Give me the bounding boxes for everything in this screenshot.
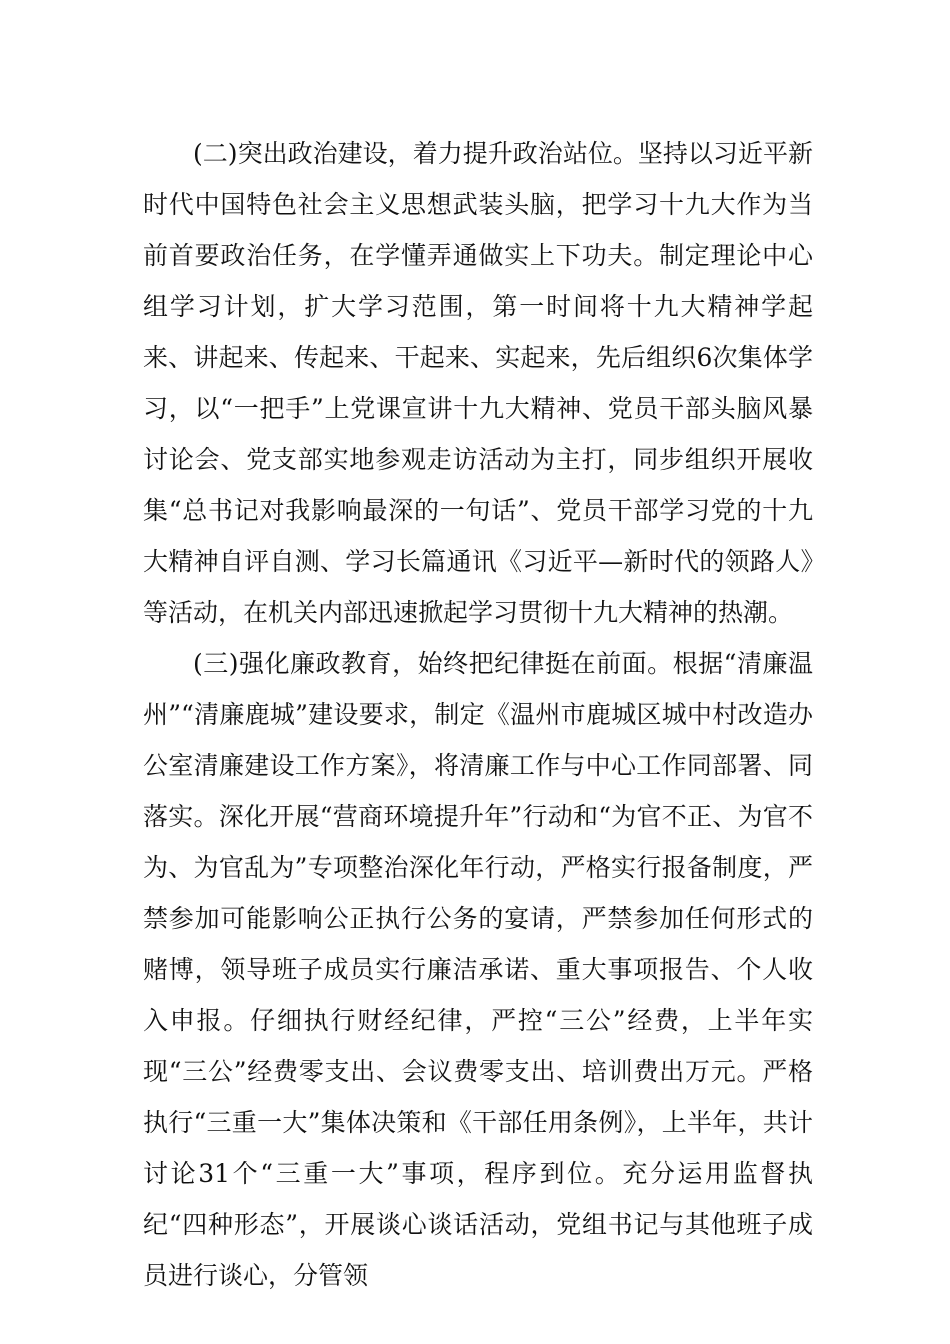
document-body	[143, 128, 813, 1301]
paragraph-integrity-education: (三)强化廉政教育，始终把纪律挺在前面。根据“清廉温州”“清廉鹿城”建设要求，制定《温州市鹿城区城中村改造办公室清廉建设工作方案》，将清廉工作与中心工作同部署、同落实。深化开展“营商环境提升年”行动和“为官不正、为官不为、为官乱为”专项整治深化年行动，严格实行报备制度，严禁参加可能影响公正执行公务的宴请，严禁参加任何形式的赌博，领导班子成员实行廉洁承诺、重大事项报告、个人收入申报。仔细执行财经纪律，严控“三公”经费，上半年实现“三公”经费零支出、会议费零支出、培训费出万元。严格执行“三重一大”集体决策和《干部任用条例》，上半年，共计讨论31个“三重一大”事项，程序到位。充分运用监督执纪“四种形态”，开展谈心谈话活动，党组书记与其他班子成员进行谈心，分管领	[143, 649, 813, 1290]
paragraph-political-construction: (二)突出政治建设，着力提升政治站位。坚持以习近平新时代中国特色社会主义思想武装头脑，把学习十九大作为当前首要政治任务，在学懂弄通做实上下功夫。制定理论中心组学习计划，扩大学习范围，第一时间将十九大精神学起来、讲起来、传起来、干起来、实起来，先后组织6次集体学习，以“一把手”上党课宣讲十九大精神、党员干部头脑风暴讨论会、党支部实地参观走访活动为主打，同步组织开展收集“总书记对我影响最深的一句话”、党员干部学习党的十九大精神自评自测、学习长篇通讯《习近平—新时代的领路人》等活动，在机关内部迅速掀起学习贯彻十九大精神的热潮。	[143, 139, 813, 627]
